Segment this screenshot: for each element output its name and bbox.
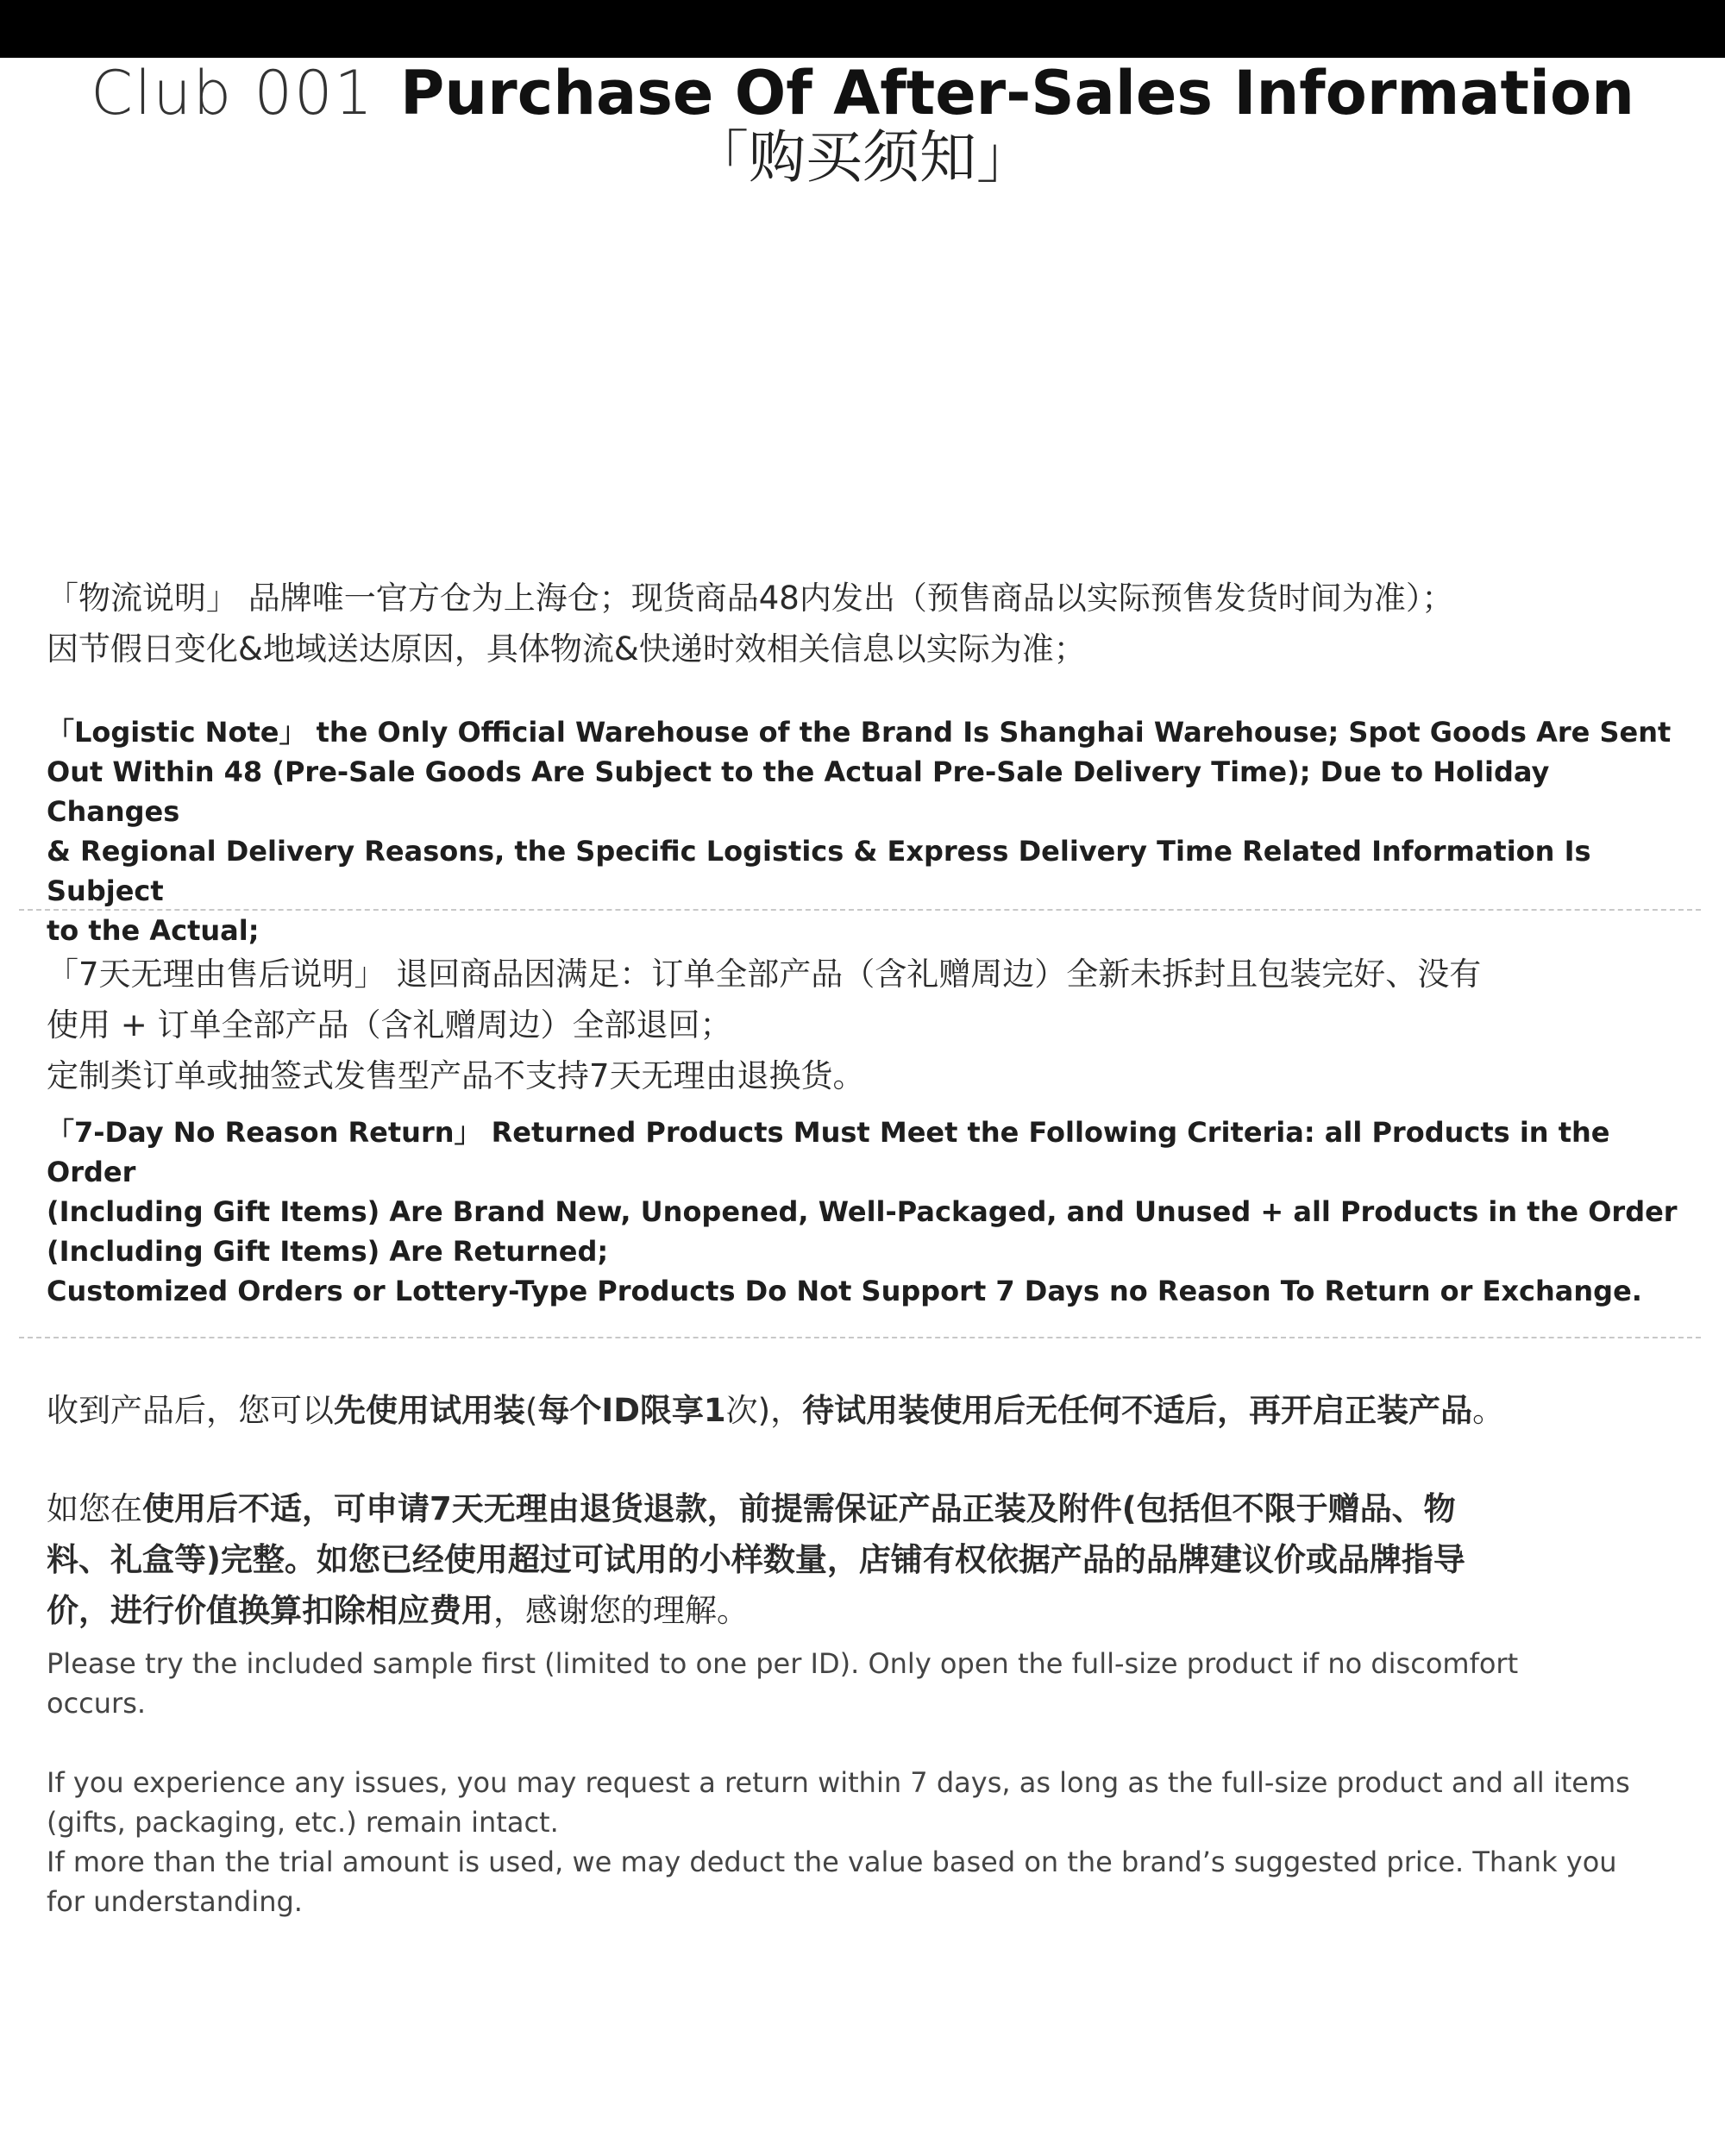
returns-section: [47, 949, 1685, 1101]
returns-zh-line: 定制类订单或抽签式发售型产品不支持7天无理由退换货。: [47, 1057, 865, 1094]
trial-en-line: for understanding.: [47, 1885, 303, 1918]
trial-zh-line: [47, 1483, 1685, 1534]
trial-en-line: Please try the included sample first (limited to one per ID). Only open the full-size product if no discomfort: [47, 1647, 1519, 1680]
page-title: [0, 57, 1725, 129]
returns-en-line: (Including Gift Items) Are Returned;: [47, 1235, 609, 1268]
returns-en-line: Customized Orders or Lottery-Type Products Do Not Support 7 Days no Reason To Return or Exchange.: [47, 1275, 1642, 1307]
bold-run: 使用后不适，可申请7天无理由退货退款，前提需保证产品正装及附件(包括但不限于赠品、物: [142, 1490, 1456, 1527]
trial-zh-line: [47, 1585, 1685, 1636]
trial-en-line: occurs.: [47, 1687, 147, 1720]
top-black-bar: [0, 0, 1725, 58]
trial-en-line: (gifts, packaging, etc.) remain intact.: [47, 1806, 559, 1839]
bold-run: 先使用试用装: [334, 1392, 525, 1429]
logistics-en-line: to the Actual;: [47, 914, 260, 947]
logistics-en-line: 「Logistic Note」 the Only Official Warehouse of the Brand Is Shanghai Warehouse; Spot Goods Are Sent: [47, 716, 1672, 749]
returns-en-section: [47, 1112, 1685, 1311]
text-run: 次)，: [725, 1392, 803, 1429]
logistics-en-line: & Regional Delivery Reasons, the Specific Logistics & Express Delivery Time Related Information Is Subject: [47, 835, 1591, 907]
title-text: Purchase Of After-Sales Information: [400, 58, 1634, 128]
returns-zh-line: 「7天无理由售后说明」 退回商品因满足：订单全部产品（含礼赠周边）全新未拆封且包装完好、没有: [47, 956, 1482, 993]
trial-en-spacer: [47, 1723, 1685, 1763]
trial-zh-paragraph-1: [47, 1385, 1685, 1436]
logistics-zh-line: 「物流说明」 品牌唯一官方仓为上海仓；现货商品48内发出（预售商品以实际预售发货时间为准）；: [47, 580, 1454, 617]
bold-run: 价，进行价值换算扣除相应费用: [47, 1592, 493, 1629]
text-run: 。: [1472, 1392, 1505, 1429]
trial-zh-line: 料、礼盒等)完整。如您已经使用超过可试用的小样数量，店铺有权依据产品的品牌建议价或品牌指导: [47, 1541, 1465, 1578]
trial-en-section: [47, 1644, 1685, 1921]
logistics-section: [47, 573, 1685, 674]
trial-zh-paragraph-2: [47, 1483, 1685, 1636]
trial-en-line: If you experience any issues, you may request a return within 7 days, as long as the full-size product and all items: [47, 1766, 1630, 1799]
trial-section: [47, 1385, 1685, 1436]
returns-en-line: 「7-Day No Reason Return」 Returned Products Must Meet the Following Criteria: all Products in the Order: [47, 1116, 1610, 1188]
section-divider: [19, 1337, 1701, 1338]
trial-en-line: If more than the trial amount is used, we may deduct the value based on the brand’s suggested price. Thank you: [47, 1846, 1617, 1878]
text-run: 收到产品后，您可以: [47, 1392, 334, 1429]
text-run: 如您在: [47, 1490, 142, 1527]
text-run: (: [525, 1392, 538, 1429]
returns-en-line: (Including Gift Items) Are Brand New, Unopened, Well-Packaged, and Unused + all Products in the Order: [47, 1195, 1678, 1228]
returns-zh-line: 使用 + 订单全部产品（含礼赠周边）全部退回；: [47, 1006, 732, 1044]
bold-run: 每个ID限享1: [537, 1392, 726, 1429]
logistics-zh-line: 因节假日变化&地域送达原因，具体物流&快递时效相关信息以实际为准；: [47, 630, 1086, 667]
logistics-en-section: [47, 712, 1685, 950]
page-subtitle: 「购买须知」: [692, 124, 1033, 191]
logistics-en-line: Out Within 48 (Pre-Sale Goods Are Subject to the Actual Pre-Sale Delivery Time); Due to Holiday Changes: [47, 755, 1550, 828]
brand-name: Club 001: [91, 58, 375, 128]
section-divider: [19, 909, 1701, 911]
bold-run: 待试用装使用后无任何不适后，再开启正装产品: [802, 1392, 1473, 1429]
text-run: ，感谢您的理解。: [493, 1592, 749, 1629]
